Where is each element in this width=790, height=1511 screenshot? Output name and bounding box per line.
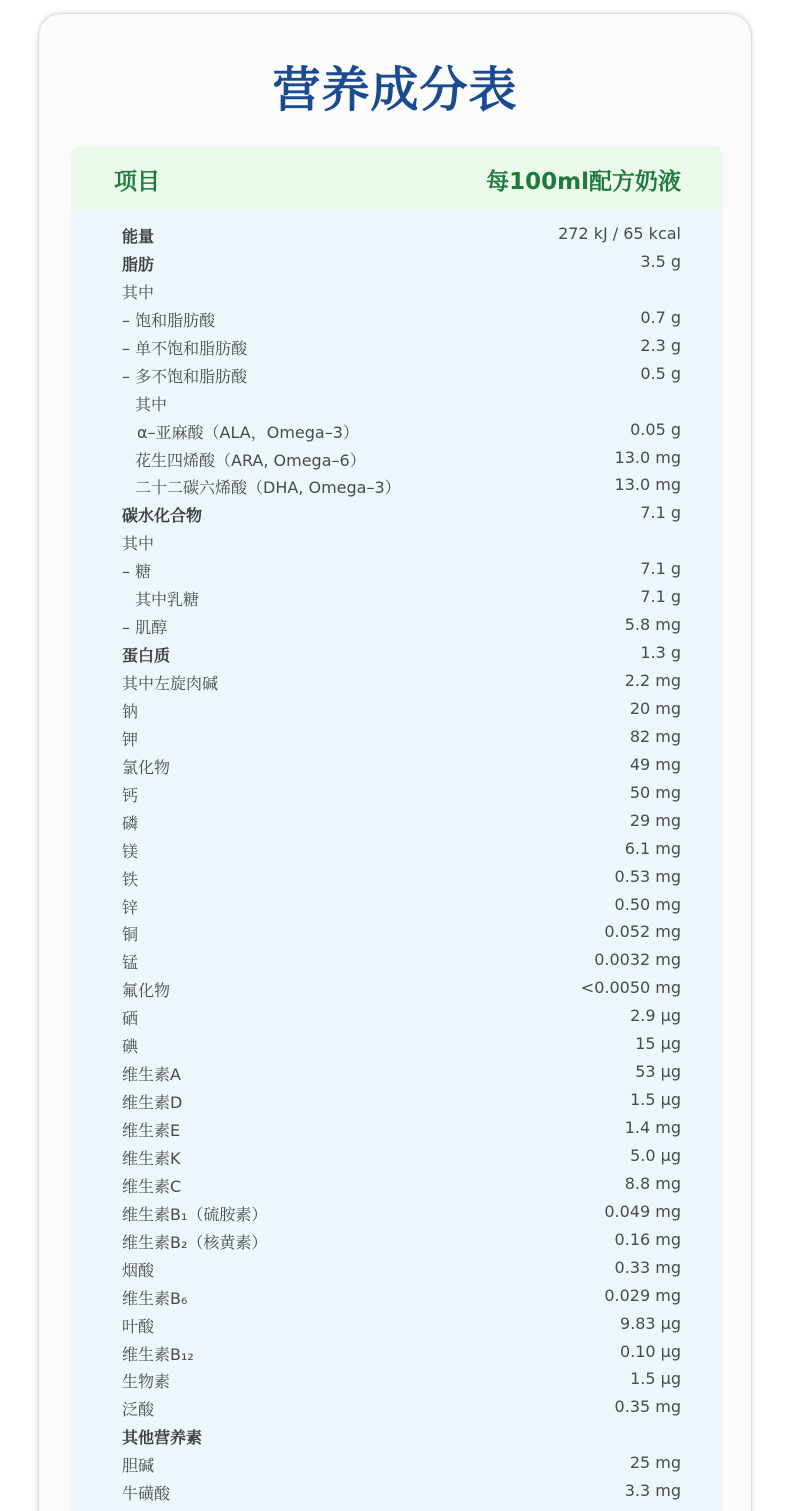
nutrient-value: 50 mg: [629, 782, 681, 802]
nutrient-name: α–亚麻酸（ALA，Omega–3）: [137, 422, 359, 442]
nutrient-name: 维生素B₁₂: [122, 1344, 194, 1364]
nutrient-value: 0.50 mg: [614, 894, 681, 914]
nutrient-name: 其中乳糖: [135, 590, 200, 610]
nutrient-value: 1.5 μg: [630, 1369, 681, 1389]
nutrient-name: 维生素B₂（核黄素）: [122, 1232, 268, 1252]
nutrient-value: 0.5 g: [640, 363, 681, 383]
table-row: [71, 1030, 723, 1058]
table-row: [71, 611, 723, 639]
table-row: [71, 304, 723, 332]
table-row: [71, 835, 723, 863]
nutrient-name: 碘: [122, 1037, 139, 1057]
table-row: [71, 974, 723, 1002]
nutrient-name: 磷: [122, 813, 139, 833]
table-row: [71, 360, 723, 388]
nutrient-name: 钠: [122, 701, 139, 721]
nutrient-name: 能量: [122, 227, 155, 246]
nutrient-value: 25 mg: [629, 1453, 681, 1473]
nutrient-name: 铜: [122, 925, 139, 945]
nutrient-name: 其中左旋肉碱: [122, 674, 219, 693]
table-row: [71, 891, 723, 919]
nutrition-card: [39, 14, 751, 1511]
nutrient-name: 维生素C: [122, 1176, 182, 1196]
table-row: [71, 946, 723, 974]
table-row: [71, 220, 723, 248]
nutrient-value: 0.35 mg: [614, 1397, 681, 1417]
nutrient-value: 0.05 g: [630, 419, 681, 439]
table-row: [71, 583, 723, 611]
nutrient-value: 20 mg: [629, 698, 681, 718]
nutrient-value: 3.5 g: [640, 251, 681, 271]
nutrition-table: [71, 146, 723, 1511]
table-row: [71, 1058, 723, 1086]
nutrient-value: 13.0 mg: [614, 475, 681, 495]
nutrient-name: 其中: [122, 534, 155, 554]
nutrient-name: 其中: [135, 394, 168, 414]
nutrient-name: 维生素B₆: [122, 1288, 188, 1308]
nutrient-value: 0.53 mg: [614, 866, 681, 886]
nutrient-name: 脂肪: [122, 254, 155, 274]
nutrient-value: 1.5 μg: [630, 1090, 681, 1110]
table-row: [71, 248, 723, 276]
table-row: [71, 1002, 723, 1030]
nutrient-name: 胆碱: [122, 1456, 155, 1476]
table-row: [71, 276, 723, 304]
nutrient-value: 5.0 μg: [630, 1145, 681, 1165]
nutrient-name: 钾: [122, 729, 139, 749]
table-body: [71, 220, 723, 1505]
nutrient-value: 15 μg: [635, 1034, 681, 1054]
nutrient-name: 镁: [122, 841, 139, 861]
table-row: [71, 1338, 723, 1366]
nutrient-name: – 多不饱和脂肪酸: [122, 366, 248, 386]
table-row: [71, 863, 723, 891]
nutrient-value: 2.9 μg: [630, 1006, 681, 1026]
nutrient-value: 0.33 mg: [614, 1257, 681, 1277]
table-row: [71, 416, 723, 444]
nutrient-name: 维生素E: [122, 1121, 181, 1140]
nutrient-value: 9.83 μg: [619, 1313, 681, 1333]
nutrient-name: – 糖: [122, 562, 152, 582]
nutrient-name: 硒: [122, 1009, 139, 1029]
nutrient-value: 5.8 mg: [624, 615, 681, 635]
nutrient-value: 1.3 g: [640, 643, 681, 663]
table-row: [71, 1282, 723, 1310]
nutrient-name: 维生素B₁（硫胺素）: [122, 1204, 268, 1224]
table-row: [71, 723, 723, 751]
nutrient-name: 钙: [122, 785, 139, 805]
nutrient-name: 其中: [122, 282, 155, 302]
nutrient-value: 8.8 mg: [624, 1173, 681, 1193]
table-row: [71, 1198, 723, 1226]
nutrient-name: – 单不饱和脂肪酸: [122, 338, 248, 358]
nutrient-name: 氯化物: [122, 757, 171, 777]
nutrient-value: 3.3 mg: [624, 1481, 681, 1501]
nutrient-value: 49 mg: [629, 754, 681, 774]
nutrient-value: 0.16 mg: [614, 1229, 681, 1249]
nutrient-name: 叶酸: [122, 1316, 155, 1336]
nutrient-value: 7.1 g: [640, 503, 681, 523]
nutrient-value: 2.2 mg: [624, 671, 681, 690]
nutrient-name: 维生素A: [122, 1065, 181, 1085]
nutrient-name: 维生素K: [122, 1148, 181, 1168]
table-row: [71, 1086, 723, 1114]
nutrient-value: <0.0050 mg: [580, 978, 681, 998]
table-row: [71, 1170, 723, 1198]
table-row: [71, 1365, 723, 1393]
table-row: [71, 471, 723, 499]
table-row: [71, 918, 723, 946]
nutrient-name: 氟化物: [122, 981, 171, 1001]
nutrient-name: 二十二碳六烯酸（DHA, Omega–3）: [135, 478, 401, 498]
table-row: [71, 555, 723, 583]
table-row: [71, 444, 723, 472]
table-row: [71, 695, 723, 723]
table-row: [71, 1393, 723, 1421]
nutrient-name: 铁: [122, 869, 139, 889]
nutrient-name: 维生素D: [122, 1093, 183, 1113]
table-row: [71, 779, 723, 807]
nutrient-name: 蛋白质: [122, 646, 171, 666]
nutrient-name: – 饱和脂肪酸: [122, 310, 216, 330]
table-row: [71, 1254, 723, 1282]
nutrient-name: 花生四烯酸（ARA, Omega–6）: [135, 450, 366, 470]
nutrient-value: 7.1 g: [640, 559, 681, 579]
nutrient-name: 碳水化合物: [122, 506, 203, 526]
nutrient-name: 烟酸: [122, 1260, 155, 1280]
nutrient-value: 29 mg: [629, 810, 681, 830]
nutrient-name: 生物素: [122, 1372, 171, 1392]
nutrient-value: 82 mg: [629, 726, 681, 746]
table-row: [71, 1226, 723, 1254]
table-row: [71, 1114, 723, 1142]
nutrient-value: 6.1 mg: [624, 838, 681, 858]
nutrient-value: 0.10 μg: [619, 1341, 681, 1361]
nutrient-value: 1.4 mg: [624, 1118, 681, 1137]
table-row: [71, 1449, 723, 1477]
table-row: [71, 807, 723, 835]
nutrient-value: 0.052 mg: [604, 922, 681, 942]
nutrient-value: 2.3 g: [640, 335, 681, 355]
header-per-label: 每100ml配方奶液: [486, 169, 681, 195]
table-row: [71, 1421, 723, 1449]
nutrient-name: 泛酸: [122, 1400, 155, 1420]
nutrient-name: 牛磺酸: [122, 1484, 171, 1504]
table-row: [71, 527, 723, 555]
table-row: [71, 639, 723, 667]
nutrient-name: – 肌醇: [122, 618, 168, 638]
nutrient-value: 0.049 mg: [604, 1201, 681, 1221]
nutrient-name: 锌: [122, 897, 139, 917]
nutrient-value: 272 kJ / 65 kcal: [558, 224, 681, 243]
table-row: [71, 751, 723, 779]
table-row: [71, 388, 723, 416]
table-header: [71, 146, 723, 210]
table-row: [71, 499, 723, 527]
nutrient-value: 53 μg: [635, 1062, 681, 1082]
nutrient-value: 0.7 g: [640, 307, 681, 327]
table-row: [71, 332, 723, 360]
table-row: [71, 1477, 723, 1505]
nutrient-name: 其他营养素: [122, 1428, 203, 1448]
nutrient-value: 7.1 g: [640, 587, 681, 607]
table-row: [71, 1310, 723, 1338]
nutrient-value: 0.029 mg: [604, 1285, 681, 1305]
table-row: [71, 1142, 723, 1170]
header-item-label: 项目: [114, 169, 160, 195]
nutrient-name: 锰: [122, 953, 139, 973]
table-row: [71, 667, 723, 695]
nutrient-value: 13.0 mg: [614, 447, 681, 467]
page-title: 营养成分表: [272, 62, 518, 118]
nutrient-value: 0.0032 mg: [594, 950, 681, 970]
